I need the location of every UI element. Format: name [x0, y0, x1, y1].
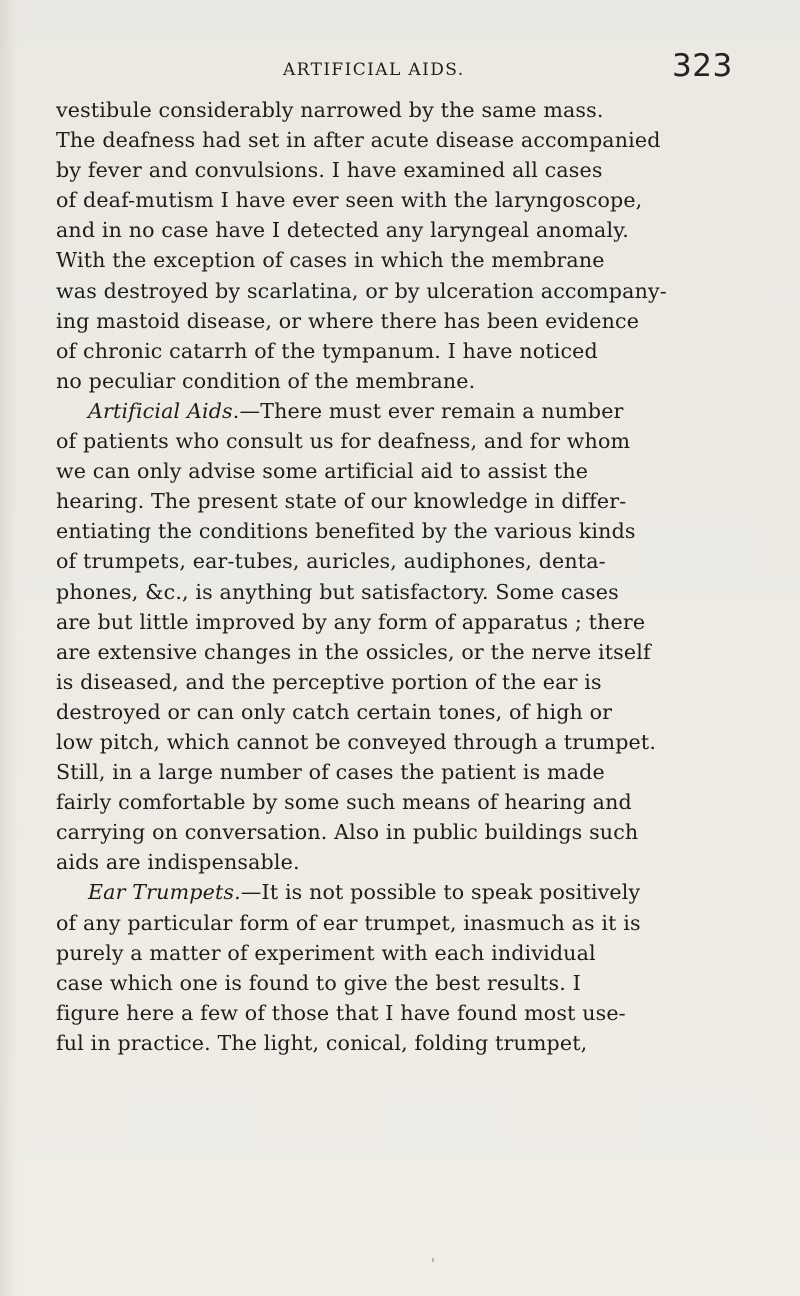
running-title: ARTIFICIAL AIDS. — [283, 60, 465, 80]
text-line: by fever and convulsions. I have examined all cases — [56, 158, 603, 183]
text-line-fragment: —It is not possible to speak positively — [240, 880, 641, 905]
text-line-fragment: —There must ever remain a number — [239, 398, 624, 423]
ink-speck — [432, 1258, 434, 1262]
text-line: of patients who consult us for deafness, and for whom — [56, 429, 631, 454]
text-line: are but little improved by any form of apparatus ; there — [56, 609, 646, 634]
text-line: With the exception of cases in which the membrane — [56, 248, 605, 273]
text-line: The deafness had set in after acute disease accompanied — [56, 128, 661, 153]
text-line: Still, in a large number of cases the patient is made — [56, 760, 605, 785]
text-line: low pitch, which cannot be conveyed through a trumpet. — [56, 729, 657, 754]
text-line: aids are indispensable. — [56, 850, 300, 875]
text-line: entiating the conditions benefited by the various kinds — [56, 519, 636, 544]
text-line: case which one is found to give the best results. I — [56, 970, 581, 995]
page-number: 323 — [672, 48, 733, 84]
text-line: ful in practice. The light, conical, folding trumpet, — [56, 1030, 588, 1055]
body-text — [56, 95, 696, 1058]
text-line: carrying on conversation. Also in public buildings such — [56, 820, 639, 845]
text-line: we can only advise some artificial aid to assist the — [56, 459, 589, 484]
text-line: of any particular form of ear trumpet, inasmuch as it is — [56, 910, 641, 935]
text-line: vestibule considerably narrowed by the same mass. — [56, 98, 604, 122]
text-line: of deaf-mutism I have ever seen with the laryngoscope, — [56, 188, 643, 213]
text-line: destroyed or can only catch certain tones, of high or — [56, 699, 613, 724]
text-line: was destroyed by scarlatina, or by ulceration accompany- — [56, 278, 667, 303]
section-heading-ear-trumpets: Ear Trumpets. — [88, 880, 241, 905]
section-heading-artificial-aids: Artificial Aids. — [88, 398, 240, 423]
text-line: ing mastoid disease, or where there has been evidence — [56, 308, 640, 333]
text-line: figure here a few of those that I have found most use- — [56, 1000, 626, 1025]
text-line: purely a matter of experiment with each individual — [56, 940, 596, 965]
text-line: are extensive changes in the ossicles, or the nerve itself — [56, 639, 651, 664]
running-header — [0, 46, 800, 86]
section-heading-line — [56, 877, 696, 907]
section-heading-line — [56, 396, 696, 426]
text-line: of trumpets, ear-tubes, auricles, audiphones, denta- — [56, 549, 606, 574]
text-line: phones, &c., is anything but satisfactory. Some cases — [56, 579, 619, 604]
text-line: hearing. The present state of our knowledge in differ- — [56, 489, 627, 514]
text-line: is diseased, and the perceptive portion of the ear is — [56, 669, 602, 694]
text-line: and in no case have I detected any laryngeal anomaly. — [56, 218, 629, 243]
text-line: no peculiar condition of the membrane. — [56, 368, 476, 393]
text-line: of chronic catarrh of the tympanum. I have noticed — [56, 338, 598, 363]
text-line: fairly comfortable by some such means of hearing and — [56, 790, 632, 815]
